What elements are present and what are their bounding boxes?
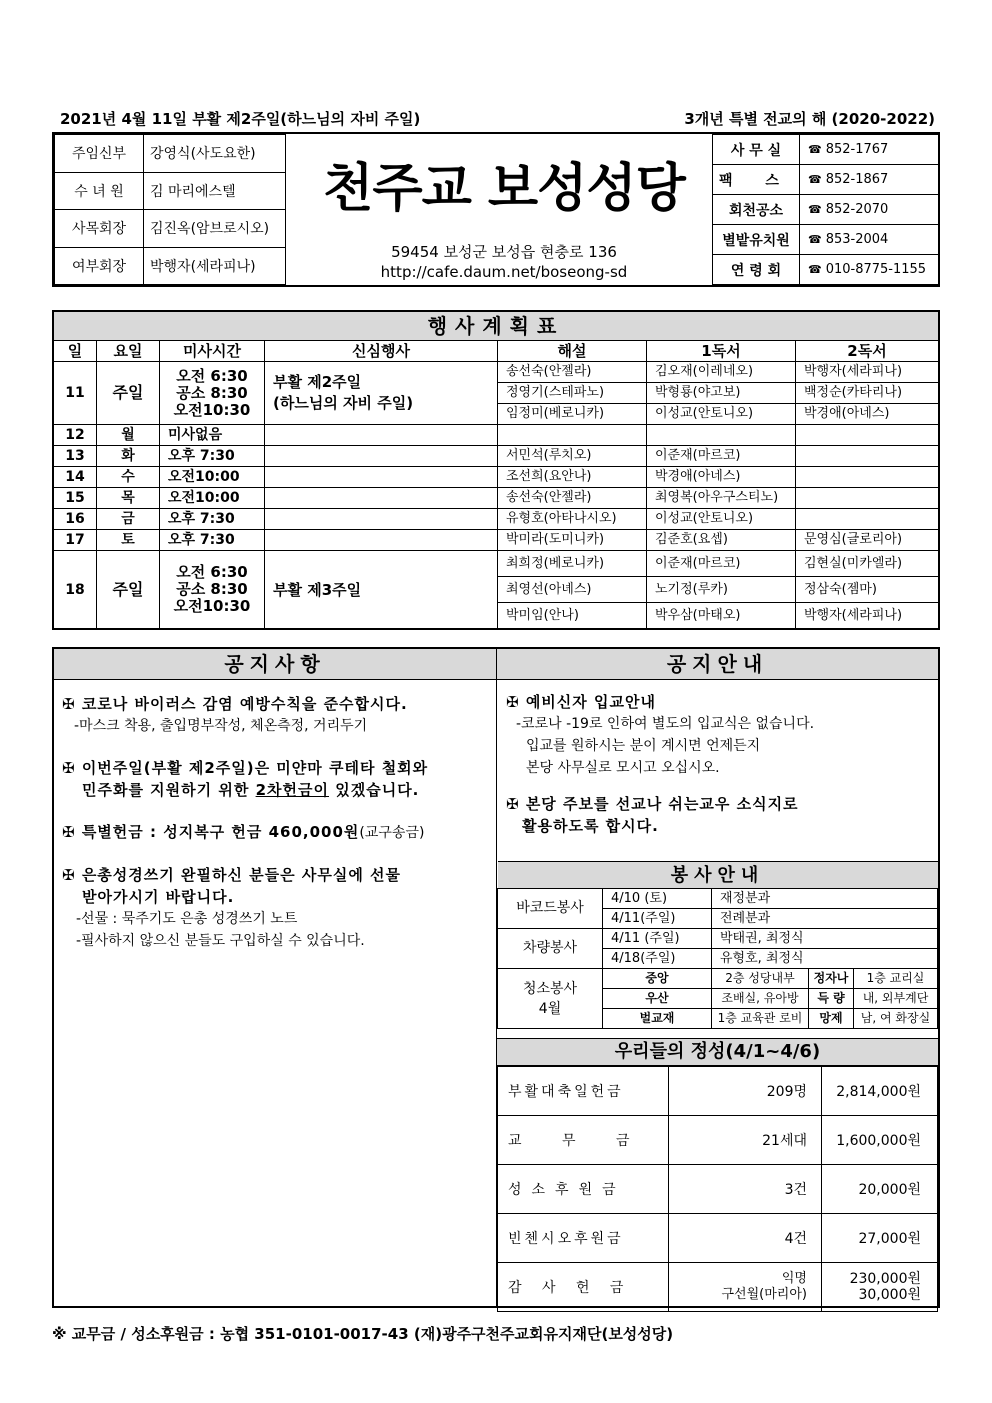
commentator: 임정미(베로니카) [498,404,647,425]
reader-1: 박형룡(야고보) [647,383,796,404]
table-row [498,1116,938,1165]
guide-text: 본당 주보를 선교나 쉬는교우 소식지로 [525,795,799,813]
parish-address-block [294,242,714,282]
day-cell: 12 [53,425,97,446]
contact-label: 회천공소 [713,195,800,225]
notice-text: -선물 : 묵주기도 은총 성경쓰기 노트 [76,911,298,927]
phone-icon: ☎ [808,173,822,186]
staff-role: 수 녀 원 [55,172,144,210]
offering-title: 우리들의 정성(4/1~4/6) [497,1038,938,1066]
offering-count: 21세대 [669,1116,822,1165]
reader-2 [796,509,940,530]
offering-type: 교 무 금 [498,1116,669,1165]
service-team: 박태권, 최정식 [712,929,938,949]
schedule-header-row [53,341,939,362]
staff-row [55,135,286,173]
service-category: 청소봉사 [522,980,578,997]
day-cell: 13 [53,446,97,467]
reader-1: 최영복(아우구스티노) [647,488,796,509]
staff-row [55,247,286,285]
service-date: 4/10 (토) [603,889,712,909]
mass-time: 오전10:30 [173,597,251,615]
cleaning-area: 내, 외부계단 [854,989,938,1009]
mass-time: 오후 7:30 [160,509,265,530]
day-cell: 15 [53,488,97,509]
cross-icon: ✠ [62,759,76,777]
col-header: 1독서 [647,341,796,362]
contact-phone: 853-2004 [825,232,889,247]
contact-row [713,255,940,285]
notice-text: (교구송금) [359,825,425,841]
table-row [53,362,939,383]
col-header: 미사시간 [160,341,265,362]
service-date: 4/11 (주일) [603,929,712,949]
table-row [53,530,939,551]
cleaning-group: 우산 [603,989,712,1009]
cleaning-group: 득 량 [809,989,854,1009]
reader-2 [796,425,940,446]
service-guide [497,861,938,1029]
reader-1: 김준호(요셉) [647,530,796,551]
phone-icon: ☎ [808,143,822,156]
reader-1: 박우삼(마태오) [647,603,796,630]
notice-text: 있겠습니다. [335,781,420,799]
reader-2: 문영심(글로리아) [796,530,940,551]
cleaning-area: 남, 여 화장실 [854,1009,938,1029]
table-row [498,1165,938,1214]
day-cell: 17 [53,530,97,551]
staff-role: 여부회장 [55,247,144,285]
reader-1: 이준재(마르코) [647,551,796,577]
guide-text: 본당 사무실로 모시고 오십시오. [526,760,720,776]
offering-amount: 30,000원 [858,1287,921,1303]
phone-icon: ☎ [808,203,822,216]
cleaning-area: 2층 성당내부 [712,969,809,989]
col-header: 2독서 [796,341,940,362]
reader-2 [796,467,940,488]
cross-icon: ✠ [62,823,76,841]
table-row [498,1263,938,1312]
table-row [498,969,938,989]
contact-label: 별밭유치원 [713,225,800,255]
weekday-cell: 주일 [97,551,160,630]
donor-name: 구선월(마리아) [721,1287,807,1302]
guide-text: 예비신자 입교안내 [525,693,656,711]
notice-text: 받아가시기 바랍니다. [82,888,235,906]
day-cell: 11 [53,362,97,425]
contact-label: 연 령 회 [713,255,800,285]
cross-icon: ✠ [62,695,76,713]
phone-icon: ☎ [808,233,822,246]
guide-title: 공지안내 [497,649,938,680]
notice-list [62,693,492,952]
mass-time: 오전 6:30 [176,366,248,385]
reader-1: 이성교(안토니오) [647,404,796,425]
reader-1: 이준재(마르코) [647,446,796,467]
staff-name: 박행자(세라피나) [144,247,286,285]
commentator: 정영기(스테파노) [498,383,647,404]
table-row [498,1214,938,1263]
service-category: 바코드봉사 [498,889,603,929]
weekday-cell: 수 [97,467,160,488]
staff-row [55,210,286,248]
cross-icon: ✠ [62,866,76,884]
service-team: 전례분과 [712,909,938,929]
guide-list [506,691,936,837]
table-row [53,446,939,467]
parish-title: 천주교 보성성당 [323,158,685,219]
reader-1: 노기정(루카) [647,577,796,603]
contact-phone: 852-1867 [825,172,889,187]
cross-icon: ✠ [506,693,520,711]
offering-amount: 230,000원 [849,1271,921,1287]
mass-time: 미사없음 [160,425,265,446]
contact-phone: 010-8775-1155 [825,262,927,277]
table-row [498,929,938,949]
mass-time: 오전10:30 [173,400,251,419]
table-row [498,889,938,909]
service-month: 4월 [538,1000,562,1017]
commentator [498,425,647,446]
commentator: 최영선(아녜스) [498,577,647,603]
offering-count: 3건 [669,1165,822,1214]
offering-amount: 20,000원 [822,1165,938,1214]
event-name: 부활 제2주일 [273,373,362,391]
reader-2: 김현실(미카엘라) [796,551,940,577]
parish-header [52,132,940,287]
notice-text: 민주화를 지원하기 위한 [82,781,250,799]
mass-time: 오전10:00 [160,467,265,488]
reader-1: 이성교(안토니오) [647,509,796,530]
mass-time: 공소 8:30 [176,580,248,598]
reader-1: 김오재(이레네오) [647,362,796,383]
contact-phone: 852-1767 [825,142,889,157]
contact-label: 사 무 실 [713,135,800,165]
service-title: 봉사안내 [498,862,938,889]
col-header: 신심행사 [265,341,498,362]
table-row [53,425,939,446]
contact-row [713,165,940,195]
offering-summary [497,1038,938,1312]
commentator: 유형호(아타나시오) [498,509,647,530]
cleaning-area: 조배실, 유아방 [712,989,809,1009]
contact-phone: 852-2070 [825,202,889,217]
notices-area [52,647,940,1308]
event-schedule [52,310,940,630]
reader-1 [647,425,796,446]
service-category: 차량봉사 [498,929,603,969]
commentator: 송선숙(안젤라) [498,362,647,383]
bank-account-footer: ※ 교무금 / 성소후원금 : 농협 351-0101-0017-43 (재)광주구천주교회유지재단(보성성당) [52,1325,674,1343]
weekday-cell: 월 [97,425,160,446]
schedule-title: 행사계획표 [53,311,939,341]
contact-table [712,134,938,285]
commentator: 최희정(베로니카) [498,551,647,577]
table-row [498,1067,938,1116]
table-row [53,488,939,509]
date-title: 2021년 4월 11일 부활 제2주일(하느님의 자비 주일) [60,110,421,128]
mass-time: 공소 8:30 [176,383,248,402]
notice-text: 이번주일(부활 제2주일)은 미얀마 쿠테타 철회와 [81,759,429,777]
offering-count: 4건 [669,1214,822,1263]
offering-amount: 1,600,000원 [822,1116,938,1165]
offering-type: 성소후원금 [498,1165,669,1214]
reader-2: 박경애(아네스) [796,404,940,425]
notice-underline: 2차헌금이 [255,781,329,799]
contact-row [713,195,940,225]
commentator: 조선희(요안나) [498,467,647,488]
reader-2: 박행자(세라피나) [796,362,940,383]
col-header: 해설 [498,341,647,362]
staff-role: 사목회장 [55,210,144,248]
reader-2 [796,488,940,509]
event-name: 부활 제3주일 [265,551,498,630]
staff-name: 김 마리에스텔 [144,172,286,210]
notice-text: -마스크 착용, 출입명부작성, 체온측정, 거리두기 [74,718,368,734]
year-theme: 3개년 특별 전교의 해 (2020-2022) [684,110,935,128]
mass-time: 오전10:00 [160,488,265,509]
contact-row [713,225,940,255]
commentator: 박미임(안나) [498,603,647,630]
cleaning-group: 망제 [809,1009,854,1029]
guide-text: 입교를 원하시는 분이 계시면 언제든지 [526,738,761,754]
day-cell: 16 [53,509,97,530]
notice-text: -필사하지 않으신 분들도 구입하실 수 있습니다. [76,933,365,949]
service-team: 유형호, 최정식 [712,949,938,969]
offering-type: 감 사 헌 금 [498,1263,669,1312]
cleaning-area: 1층 교리실 [854,969,938,989]
phone-icon: ☎ [808,263,822,276]
notice-text: 은총성경쓰기 완필하신 분들은 사무실에 선물 [81,866,402,884]
guide-text: -코로나 -19로 인하여 별도의 입교식은 없습니다. [516,716,815,732]
offering-count: 209명 [669,1067,822,1116]
cleaning-group: 벌교재 [603,1009,712,1029]
offering-type: 부활대축일헌금 [498,1067,669,1116]
contact-label: 팩 스 [713,165,800,195]
offering-type: 빈첸시오후원금 [498,1214,669,1263]
offering-amount: 27,000원 [822,1214,938,1263]
parish-address: 59454 보성군 보성읍 현충로 136 [391,243,617,261]
staff-row [55,172,286,210]
cross-icon: ✠ [506,795,520,813]
table-row [53,551,939,577]
service-date: 4/18(주일) [603,949,712,969]
commentator: 서민석(루치오) [498,446,647,467]
staff-role: 주임신부 [55,135,144,173]
parish-url[interactable]: http://cafe.daum.net/boseong-sd [380,263,628,281]
notice-text: 코로나 바이러스 감염 예방수칙을 준수합시다. [81,695,408,713]
mass-time: 오전 6:30 [176,563,248,581]
top-line [60,108,935,132]
col-header: 일 [53,341,97,362]
service-team: 재정분과 [712,889,938,909]
notice-text: 특별헌금 : 성지복구 헌금 460,000원 [81,823,360,841]
donor-name: 익명 [781,1271,807,1286]
contact-row [713,135,940,165]
staff-table [54,134,286,285]
notices-title: 공지사항 [54,649,496,680]
reader-2: 박행자(세라피나) [796,603,940,630]
day-cell: 14 [53,467,97,488]
commentator: 박미라(도미니카) [498,530,647,551]
staff-name: 김진옥(암브로시오) [144,210,286,248]
cleaning-area: 1층 교육관 로비 [712,1009,809,1029]
cleaning-group: 중앙 [603,969,712,989]
day-cell: 18 [53,551,97,630]
cleaning-group: 정자나 [809,969,854,989]
reader-2 [796,446,940,467]
guide-text: 활용하도록 합시다. [522,817,659,835]
mass-time: 오후 7:30 [160,530,265,551]
mass-time: 오후 7:30 [160,446,265,467]
commentator: 송선숙(안젤라) [498,488,647,509]
staff-name: 강영식(사도요한) [144,135,286,173]
table-row [53,509,939,530]
reader-2: 백정순(카타리나) [796,383,940,404]
service-date: 4/11(주일) [603,909,712,929]
event-subtitle: (하느님의 자비 주일) [273,394,414,412]
weekday-cell: 토 [97,530,160,551]
reader-1: 박경애(아네스) [647,467,796,488]
col-header: 요일 [97,341,160,362]
weekday-cell: 금 [97,509,160,530]
offering-amount: 2,814,000원 [822,1067,938,1116]
weekday-cell: 주일 [97,362,160,425]
weekday-cell: 화 [97,446,160,467]
weekday-cell: 목 [97,488,160,509]
table-row [53,467,939,488]
reader-2: 정삼숙(젬마) [796,577,940,603]
